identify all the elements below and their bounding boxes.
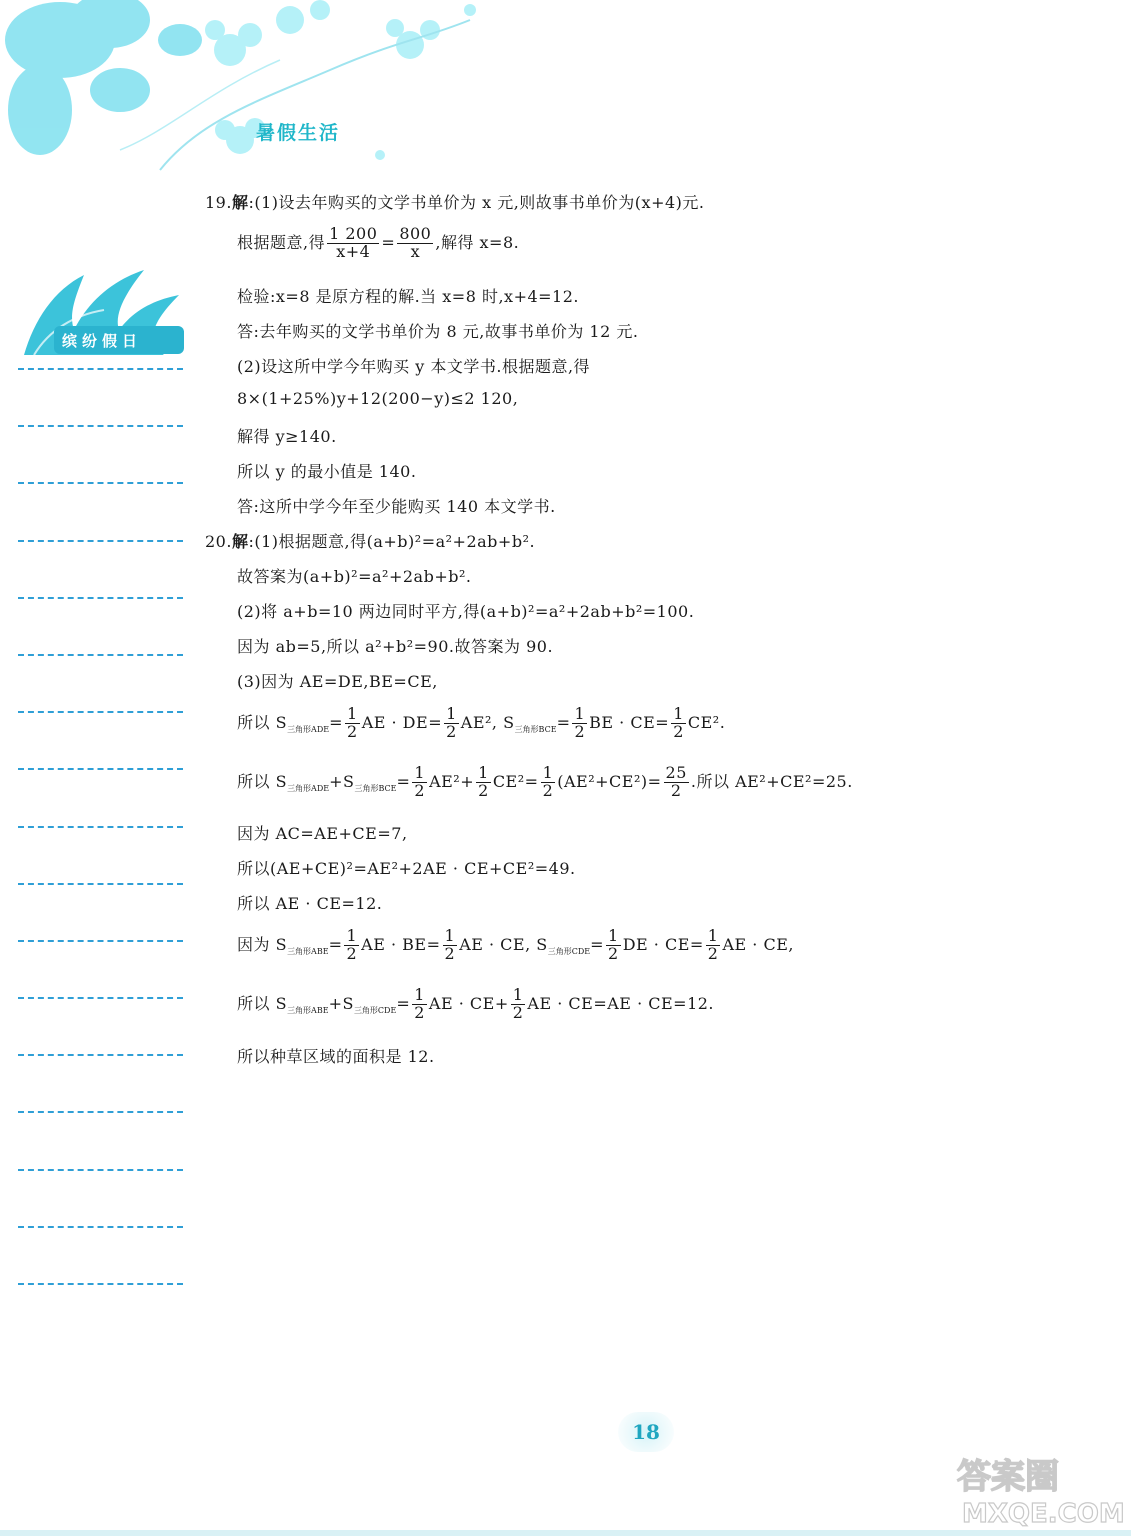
numerator: 1 [414, 763, 426, 782]
q19-line-1 [205, 190, 705, 213]
text: AE²+ [429, 771, 475, 791]
fraction [412, 765, 427, 800]
note-line [18, 654, 183, 656]
text: DE · CE= [622, 934, 704, 954]
numerator: 1 [478, 763, 489, 782]
text: = [381, 232, 396, 252]
denominator: 2 [444, 943, 456, 963]
q20-line-11 [237, 928, 794, 963]
page-number: 18 [618, 1412, 674, 1452]
q20-line-4: 因为 ab=5,所以 a²+b²=90.故答案为 90. [237, 637, 554, 656]
svg-text:答案圈: 答案圈 [957, 1457, 1059, 1497]
subscript: 三角形CDE [547, 946, 591, 956]
q19-line-7: 解得 y≥140. [237, 427, 337, 446]
text: CE². [687, 712, 726, 732]
note-line [18, 826, 183, 828]
denominator: 2 [542, 780, 554, 800]
text: = [329, 712, 343, 732]
q19-solution-label: 解 [231, 193, 249, 212]
q19-number: 19. [205, 193, 232, 212]
fraction [706, 928, 721, 963]
text: 所以 S [237, 712, 288, 732]
denominator: 2 [414, 780, 426, 800]
note-line [18, 482, 183, 484]
numerator: 1 [347, 704, 358, 723]
q20-line-3: (2)将 a+b=10 两边同时平方,得(a+b)²=a²+2ab+b²=100. [237, 602, 695, 621]
text: AE · DE= [361, 712, 443, 732]
numerator: 1 [542, 763, 554, 782]
text: AE · CE, S [459, 934, 548, 954]
denominator: 2 [512, 1002, 524, 1022]
denominator: 2 [574, 721, 586, 741]
watermark-logo [952, 1448, 1127, 1530]
q19-line-3: 检验:x=8 是原方程的解.当 x=8 时,x+4=12. [237, 287, 580, 306]
q19-line-9: 答:这所中学今年至少能购买 140 本文学书. [237, 497, 556, 516]
svg-text:MXQE.COM: MXQE.COM [962, 1499, 1125, 1529]
q20-text: :(1)根据题意,得(a+b)²=a²+2ab+b². [248, 532, 536, 551]
q20-line-13: 所以种草区域的面积是 12. [237, 1047, 435, 1066]
denominator: 2 [346, 943, 358, 963]
numerator: 1 [346, 926, 358, 945]
fraction [511, 987, 526, 1022]
text: = [556, 712, 571, 732]
q19-line-5: (2)设这所中学今年购买 y 本文学书.根据题意,得 [237, 357, 591, 376]
q20-solution-label: 解 [231, 532, 249, 551]
note-line [18, 768, 183, 770]
subscript: 三角形BCE [354, 783, 397, 793]
numerator: 1 [673, 704, 684, 723]
text: AE · BE= [361, 934, 441, 954]
text: .所以 AE²+CE²=25. [690, 771, 853, 791]
fraction [344, 928, 359, 963]
fraction [443, 928, 458, 963]
denominator: 2 [673, 721, 684, 741]
denominator: 2 [478, 780, 489, 800]
header-title: 暑假生活 [256, 122, 341, 144]
fraction [345, 706, 360, 741]
text: AE · CE=AE · CE=12. [527, 993, 715, 1013]
text: 所以 S [237, 771, 288, 791]
note-line [18, 540, 183, 542]
sidebar-badge: 缤纷假日 [62, 332, 143, 350]
q20-line-9: 所以(AE+CE)²=AE²+2AE · CE+CE²=49. [237, 859, 576, 878]
denominator: x [410, 241, 421, 261]
denominator: 2 [446, 721, 457, 741]
numerator: 25 [665, 763, 687, 782]
fraction [572, 706, 587, 741]
note-line [18, 1283, 183, 1285]
q20-number: 20. [205, 532, 232, 551]
text: AE², S [460, 712, 515, 732]
fraction [397, 226, 433, 261]
fraction [444, 706, 459, 741]
numerator: 1 [707, 926, 719, 945]
text: +S [328, 993, 354, 1013]
q19-line-2 [237, 226, 519, 261]
fraction [541, 765, 556, 800]
numerator: 1 [446, 704, 457, 723]
floral-header-decoration [0, 0, 520, 200]
numerator: 1 [444, 926, 456, 945]
q19-line-6: 8×(1+25%)y+12(200−y)≤2 120, [237, 389, 519, 408]
text: 因为 S [237, 934, 288, 954]
text: BE · CE= [589, 712, 670, 732]
q20-line-10: 所以 AE · CE=12. [237, 894, 383, 913]
subscript: 三角形ABE [287, 946, 329, 956]
note-line [18, 1226, 183, 1228]
text: ,解得 x=8. [435, 232, 520, 252]
text: AE · CE, [722, 934, 794, 954]
denominator: 2 [414, 1002, 425, 1022]
q20-line-5: (3)因为 AE=DE,BE=CE, [237, 672, 438, 691]
numerator: 1 200 [329, 224, 378, 243]
subscript: 三角形CDE [353, 1005, 397, 1015]
text: = [328, 934, 343, 954]
subscript: 三角形ABE [287, 1005, 329, 1015]
text: CE²= [492, 771, 539, 791]
numerator: 1 [608, 926, 619, 945]
text: = [396, 771, 411, 791]
numerator: 1 [512, 985, 524, 1004]
note-line [18, 1054, 183, 1056]
numerator: 800 [399, 224, 432, 243]
note-line [18, 711, 183, 713]
denominator: x+4 [336, 241, 371, 261]
denominator: 2 [608, 943, 619, 963]
q19-text: :(1)设去年购买的文学书单价为 x 元,则故事书单价为(x+4)元. [248, 193, 705, 212]
note-line [18, 883, 183, 885]
q20-line-6 [237, 706, 725, 741]
numerator: 1 [574, 704, 586, 723]
note-line [18, 940, 183, 942]
q19-line-4: 答:去年购买的文学书单价为 8 元,故事书单价为 12 元. [237, 322, 639, 341]
denominator: 2 [670, 780, 682, 800]
subscript: 三角形ADE [287, 724, 330, 734]
q20-line-1 [205, 529, 535, 552]
text: AE · CE+ [428, 993, 509, 1013]
q20-line-12 [237, 987, 714, 1022]
fraction [664, 765, 689, 800]
q20-line-8: 因为 AC=AE+CE=7, [237, 824, 408, 843]
text: 根据题意,得 [237, 232, 326, 252]
note-line [18, 425, 183, 427]
bottom-strip [0, 1530, 1131, 1536]
note-line [18, 997, 183, 999]
text: = [590, 934, 605, 954]
subscript: 三角形ADE [287, 783, 330, 793]
note-line [18, 1169, 183, 1171]
subscript: 三角形BCE [514, 724, 557, 734]
fraction [476, 765, 491, 800]
text: = [396, 993, 411, 1013]
text: (AE²+CE²)= [557, 771, 662, 791]
q19-line-8: 所以 y 的最小值是 140. [237, 462, 417, 481]
fraction [606, 928, 621, 963]
note-line [18, 597, 183, 599]
fraction [327, 226, 379, 261]
fraction [412, 987, 427, 1022]
note-line [18, 368, 183, 370]
text: +S [329, 771, 355, 791]
denominator: 2 [707, 943, 719, 963]
denominator: 2 [347, 721, 358, 741]
q20-line-2: 故答案为(a+b)²=a²+2ab+b². [237, 567, 472, 586]
text: 所以 S [237, 993, 288, 1013]
note-lines [18, 368, 183, 1340]
q20-line-7 [237, 765, 853, 800]
numerator: 1 [414, 985, 425, 1004]
note-line [18, 1111, 183, 1113]
fraction [671, 706, 686, 741]
